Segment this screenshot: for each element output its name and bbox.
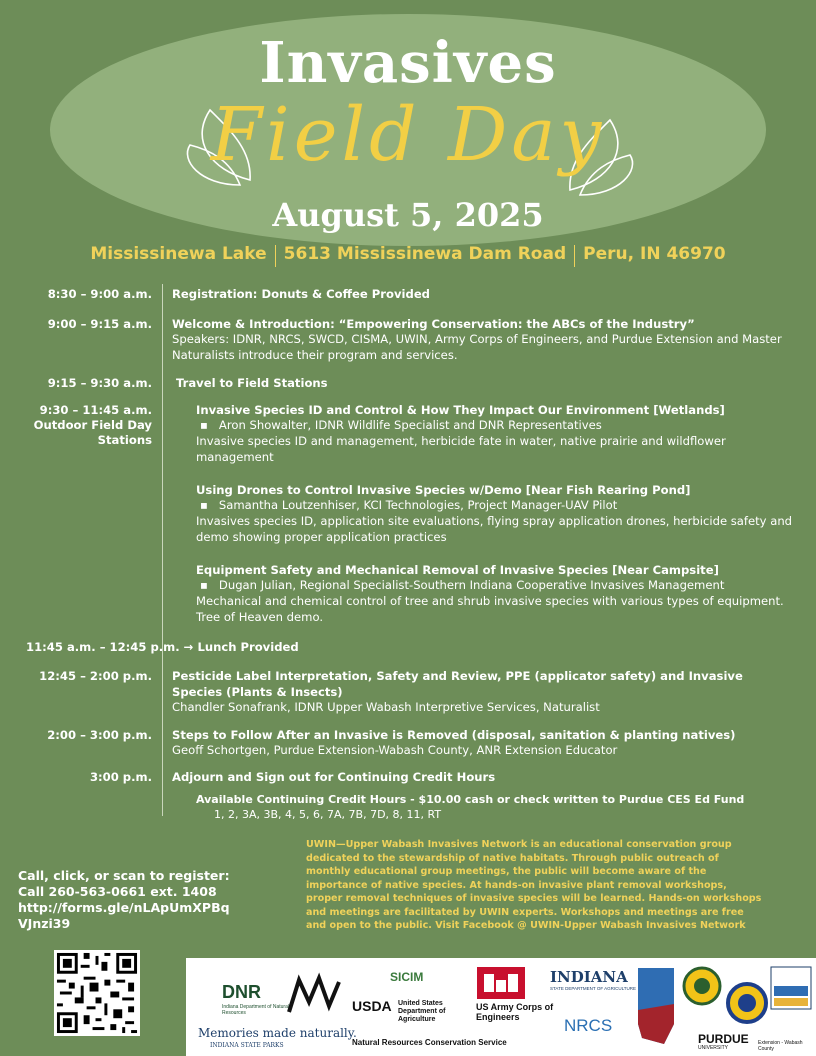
station-1-text: Invasive species ID and management, herbicide fate in water, native prairie and wildflower management [196,434,726,464]
station-3-speaker: ▪ Dugan Julian, Regional Specialist-Southern Indiana Cooperative Invasives Management [200,578,725,592]
dnr-logo: DNR [222,982,261,1002]
register-heading: Call, click, or scan to register: [18,868,230,883]
uwin-description: UWIN—Upper Wabash Invasives Network is an educational conservation group dedicated to the stewardship of native habitats. Through public outreach of monthly educational group meetings, the public will become aware of the importance of native species. At hands-on invasive plant removal workshops, proper removal techniques of invasive species will be learned. Hands-on workshops and meetings are facilitated by UWIN experts. Workshops and meetings are free and open to the public. Visit Facebook @ UWIN-Upper Wabash Invasives Network [306,839,762,931]
nrcs-line: Natural Resources Conservation Service [352,1038,507,1047]
station-2-text: Invasives species ID, application site evaluations, flying spray application drones, herbicide safety and demo showing proper application practices [196,514,793,544]
item-registration: Registration: Donuts & Coffee Provided [172,287,430,301]
sponsor-logos [186,958,816,1056]
credit-hours: Available Continuing Credit Hours - $10.00 cash or check written to Purdue CES Ed Fund [196,793,745,806]
time-steps: 2:00 – 3:00 p.m. [47,728,152,742]
register-block [18,868,258,932]
time-stations: 9:30 – 11:45 a.m. [39,403,152,417]
time-adjourn: 3:00 p.m. [89,770,152,784]
register-link[interactable]: http://forms.gle/nLApUmXPBq [18,900,230,915]
indiana-subtitle: STATE DEPARTMENT OF AGRICULTURE [550,986,637,991]
qr-code[interactable] [54,950,140,1036]
station-3-text: Mechanical and chemical control of tree and shrub invasive species with various types of equipment. Tree of Heaven demo. [196,594,784,624]
time-travel: 9:15 – 9:30 a.m. [47,376,152,390]
usda-subtitle: United States Department of Agriculture [398,1000,446,1023]
purdue-extension: Extension - Wabash County [758,1040,803,1052]
item-steps-title: Steps to Follow After an Invasive is Removed (disposal, sanitation & planting natives) [172,728,736,742]
register-link-cont[interactable]: VJnzi39 [18,916,71,931]
register-phone[interactable]: Call 260-563-0661 ext. 1408 [18,884,217,899]
station-3-title: Equipment Safety and Mechanical Removal of Invasive Species [Near Campsite] [196,563,719,577]
item-welcome-text: Speakers: IDNR, NRCS, SWCD, CISMA, UWIN, Army Corps of Engineers, and Purdue Extension and Master Naturalists introduce their program and services. [172,332,782,362]
time-welcome: 9:00 – 9:15 a.m. [47,317,152,331]
swcd-seal-icon [682,966,722,1006]
time-pesticide: 12:45 – 2:00 p.m. [39,669,152,683]
lunch-row: 11:45 a.m. – 12:45 p.m. → Lunch Provided [26,640,299,654]
station-2-title: Using Drones to Control Invasive Species w/Demo [Near Fish Rearing Pond] [196,483,691,497]
item-travel: Travel to Field Stations [176,376,328,390]
schedule-divider [162,284,163,816]
castle-icon [476,966,526,1000]
time-stations-sub1: Outdoor Field Day [33,418,152,432]
lions-club-icon [726,982,768,1024]
item-welcome-title: Welcome & Introduction: “Empowering Conservation: the ABCs of the Industry” [172,317,695,331]
indiana-logo: INDIANA [550,968,628,986]
location-bar [0,244,816,268]
credit-categories: 1, 2, 3A, 3B, 4, 5, 6, 7A, 7B, 7D, 8, 11, RT [214,808,442,821]
location-city: Peru, IN 46970 [583,244,726,264]
item-steps-text: Geoff Schortgen, Purdue Extension-Wabash County, ANR Extension Educator [172,743,618,757]
army-corps-logo: US Army Corps of Engineers [476,1002,554,1022]
item-pesticide-text: Chandler Sonafrank, IDNR Upper Wabash Interpretive Services, Naturalist [172,700,600,714]
time-stations-sub2: Stations [97,433,152,447]
title-field-day: Field Day [210,92,606,178]
item-pesticide-title: Pesticide Label Interpretation, Safety and Review, PPE (applicator safety) and Invasive Species (Plants & Insects) [172,669,743,699]
item-adjourn: Adjourn and Sign out for Continuing Credit Hours [172,770,496,784]
dnr-tagline: Memories made naturally. [198,1026,357,1040]
usda-logo: USDA [352,998,392,1014]
location-address: 5613 Mississinewa Dam Road [283,244,567,264]
station-2-speaker: ▪ Samantha Loutzenhiser, KCI Technologies, Project Manager-UAV Pilot [200,498,618,512]
indiana-map-icon [634,964,678,1048]
sicim-logo: SICIM [390,970,424,984]
dnr-subtitle: Indiana Department of Natural Resources [222,1004,289,1016]
location-place: Mississinewa Lake [90,244,267,264]
event-date: August 5, 2025 [272,196,544,234]
state-parks: INDIANA STATE PARKS [210,1042,284,1049]
station-1-title: Invasive Species ID and Control & How They Impact Our Environment [Wetlands] [196,403,725,417]
uwin-logo-icon [284,972,344,1016]
time-registration: 8:30 – 9:00 a.m. [47,287,152,301]
purdue-subtitle: UNIVERSITY [698,1045,729,1051]
title-invasives: Invasives [259,30,557,96]
nrcs-logo: NRCS [564,1016,613,1035]
purdue-logo: PURDUE [698,1032,749,1046]
station-1-speaker: ▪ Aron Showalter, IDNR Wildlife Specialist and DNR Representatives [200,418,602,432]
friends-upper-wabash-icon [770,966,812,1010]
